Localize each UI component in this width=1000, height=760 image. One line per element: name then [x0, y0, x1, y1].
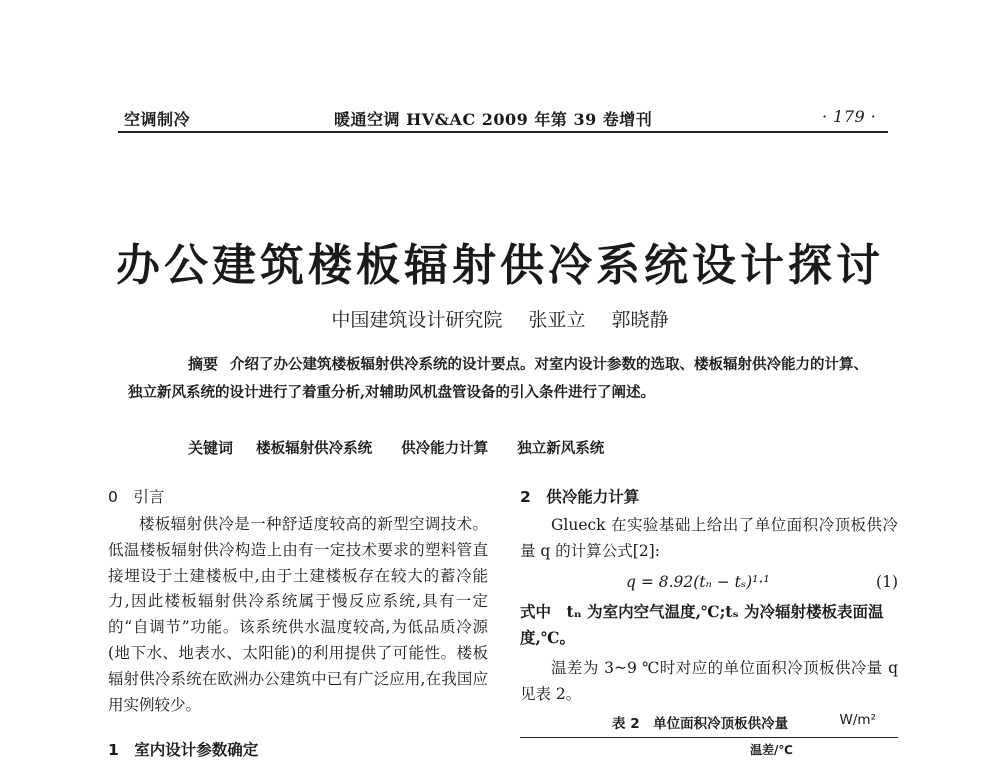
section-heading-params: 1 室内设计参数确定	[108, 741, 259, 759]
table-caption	[520, 712, 898, 732]
section-heading-capacity: 2 供冷能力计算	[520, 488, 640, 506]
abstract-label: 摘要	[188, 355, 219, 373]
keyword: 楼板辐射供冷系统	[256, 440, 373, 457]
table-top-rule	[520, 737, 898, 738]
paper-title: 办公建筑楼板辐射供冷系统设计探讨	[116, 240, 884, 291]
abstract-text: 介绍了办公建筑楼板辐射供冷系统的设计要点。对室内设计参数的选取、楼板辐射供冷能力的计算、独立新风系统的设计进行了着重分析,对辅助风机盘管设备的引入条件进行了阐述。	[128, 356, 869, 401]
table-reference-paragraph: 温差为 3~9 ℃时对应的单位面积冷顶板供冷量 q 见表 2。	[520, 659, 898, 703]
running-section: 空调制冷	[124, 110, 191, 129]
keyword: 供冷能力计算	[401, 440, 489, 457]
table-subheader: 温差/℃	[750, 743, 793, 757]
formula-where: 式中 tₙ 为室内空气温度,℃;tₛ 为冷辐射楼板表面温度,℃。	[520, 602, 884, 647]
running-journal: 暖通空调 HV&AC 2009 年第 39 卷增刊	[334, 110, 653, 129]
table-title: 表 2 单位面积冷顶板供冷量	[612, 716, 789, 732]
page-number: · 179 ·	[822, 107, 877, 126]
capacity-paragraph: Glueck 在实验基础上给出了单位面积冷顶板供冷量 q 的计算公式[2]:	[520, 516, 898, 560]
affiliation: 中国建筑设计研究院	[331, 309, 503, 331]
author-name: 郭晓静	[611, 309, 669, 331]
section-heading-intro: 0 引言	[108, 488, 165, 506]
keywords	[188, 437, 628, 458]
header-rule	[118, 131, 888, 133]
abstract	[128, 350, 868, 407]
author-name: 张亚立	[528, 309, 586, 331]
table-unit: W/m²	[839, 712, 876, 728]
keywords-label: 关键词	[188, 439, 234, 457]
author-line	[0, 305, 1000, 332]
formula-number: (1)	[876, 573, 898, 591]
intro-paragraph: 楼板辐射供冷是一种舒适度较高的新型空调技术。低温楼板辐射供冷构造上由有一定技术要求的塑料管直接埋设于土建楼板中,由于土建楼板存在较大的蓄冷能力,因此楼板辐射供冷系统属于慢反应系统,具有一定的“自调节”功能。该系统供水温度较高,为低品质冷源(地下水、地表水、太阳能)的利用提供了可能性。楼板辐射供冷系统在欧洲办公建筑中已有广泛应用,在我国应用实例较少。	[108, 515, 488, 714]
formula-expression: q = 8.92(tₙ − tₛ)¹·¹	[626, 573, 770, 591]
keyword: 独立新风系统	[517, 440, 605, 457]
